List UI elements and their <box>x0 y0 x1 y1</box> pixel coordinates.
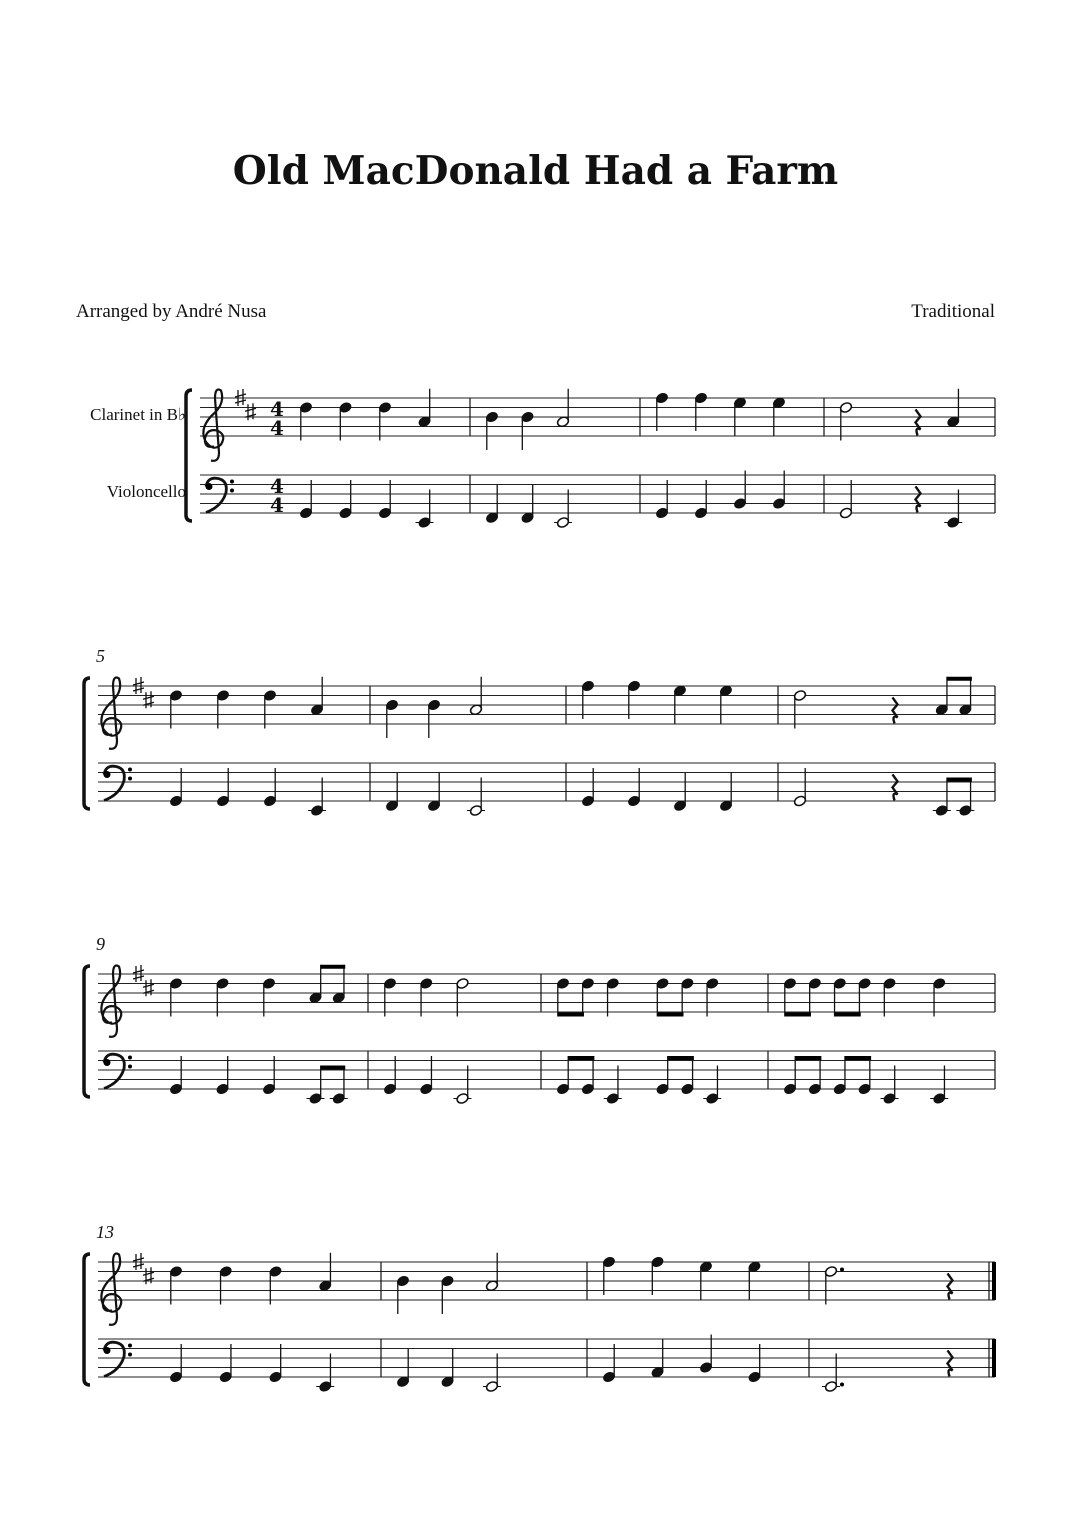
final-barline-thick <box>992 1339 996 1377</box>
cello-m12-n4-beam <box>845 1056 871 1060</box>
cello-m16-n2-quarter-rest <box>948 1350 953 1376</box>
key-sharp-c <box>245 403 256 420</box>
clarinet-m11-n5-beam <box>657 1013 683 1017</box>
bass-clef-dot <box>206 483 213 490</box>
clarinet-m11-n2-beam <box>558 1013 584 1017</box>
key-sharp-c <box>143 1267 154 1284</box>
cello-m12-n2-beam <box>795 1056 821 1060</box>
time-signature-clarinet-denominator: 4 <box>270 416 284 440</box>
measure-number-13: 13 <box>96 1222 114 1242</box>
clarinet-m16-n1-dot <box>840 1268 844 1272</box>
time-signature-cello-denominator: 4 <box>270 493 284 517</box>
clarinet-m16-n2-quarter-rest <box>948 1273 953 1299</box>
arranger-credit: Arranged by André Nusa <box>76 301 267 322</box>
measure-number-5: 5 <box>96 646 105 666</box>
treble-clef-icon <box>101 678 121 749</box>
time-signature-clarinet-numerator: 4 <box>270 397 284 421</box>
clarinet-m12-n2-beam <box>785 1013 811 1017</box>
clarinet-m4-n2-quarter-rest <box>916 409 921 435</box>
cello-m8-n2-quarter-rest <box>893 774 898 800</box>
final-barline-thick <box>992 1262 996 1300</box>
measure-number-9: 9 <box>96 934 105 954</box>
treble-clef-icon <box>203 390 223 461</box>
bass-clef-dot <box>128 1056 132 1060</box>
bass-clef-dot <box>230 480 234 484</box>
treble-clef-icon <box>101 966 121 1037</box>
clarinet-m8-n4-beam <box>947 677 972 681</box>
cello-m16-n1-dot <box>840 1383 844 1387</box>
bass-clef-dot <box>128 1344 132 1348</box>
bass-clef-dot <box>128 1353 132 1357</box>
cello-m4-n2-quarter-rest <box>916 486 921 512</box>
score-title: Old MacDonald Had a Farm <box>232 148 839 194</box>
bass-clef-dot <box>104 771 111 778</box>
instrument-label-clarinet: Clarinet in B♭ <box>90 405 186 424</box>
clarinet-m8-n2-quarter-rest <box>893 697 898 723</box>
system-bracket <box>84 966 90 1097</box>
clarinet-m12-n4-beam <box>835 1013 861 1017</box>
key-sharp-c <box>143 691 154 708</box>
system-bracket <box>84 1254 90 1385</box>
instrument-label-cello: Violoncello <box>106 482 186 501</box>
bass-clef-dot <box>128 768 132 772</box>
key-sharp-c <box>143 979 154 996</box>
composer-credit: Traditional <box>911 301 995 322</box>
clarinet-m9-n5-beam <box>321 965 346 969</box>
cello-m11-n2-beam <box>568 1056 594 1060</box>
cello-m11-n5-beam <box>668 1056 694 1060</box>
bass-clef-dot <box>128 1065 132 1069</box>
treble-clef-icon <box>101 1254 121 1325</box>
system-bracket <box>186 390 192 521</box>
cello-m8-n4-beam <box>947 778 972 782</box>
bass-clef-dot <box>230 489 234 493</box>
bass-clef-dot <box>104 1059 111 1066</box>
bass-clef-dot <box>104 1347 111 1354</box>
time-signature-cello-numerator: 4 <box>270 474 284 498</box>
cello-m9-n5-beam <box>321 1066 346 1070</box>
bass-clef-dot <box>128 777 132 781</box>
system-bracket <box>84 678 90 809</box>
